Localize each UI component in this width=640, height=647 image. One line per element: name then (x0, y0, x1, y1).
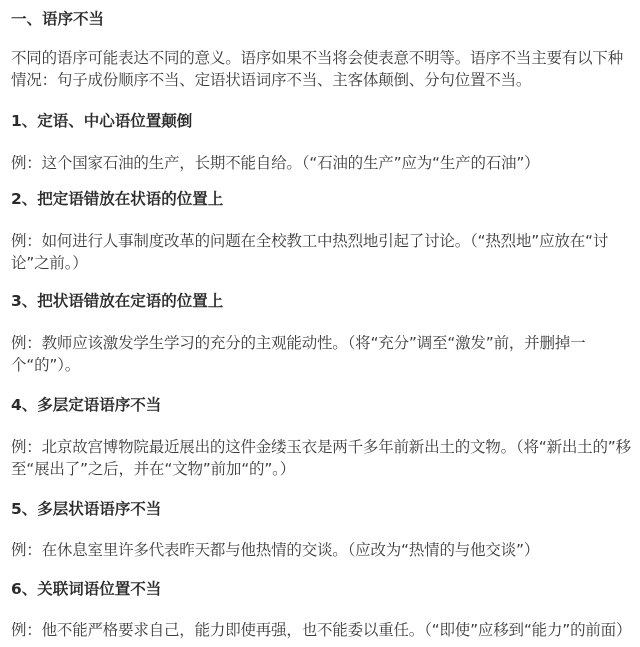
item-heading: 6、关联词语位置不当 (11, 580, 162, 598)
item-example: 例：在休息室里许多代表昨天都与他热情的交谈。（应改为“热情的与他交谈”） (11, 541, 540, 559)
item-example: 例：这个国家石油的生产，长期不能自给。（“石油的生产”应为“生产的石油”） (11, 154, 540, 172)
item-heading: 2、把定语错放在状语的位置上 (11, 190, 224, 208)
item-example: 例：北京故宫博物院最近展出的这件金缕玉衣是两千多年前新出土的文物。（将“新出土的”移至“展出了”之后，并在“文物”前加“的”。） (11, 438, 631, 478)
item-heading: 5、多层状语语序不当 (11, 500, 162, 518)
item-heading: 1、定语、中心语位置颠倒 (11, 112, 193, 130)
item-heading: 4、多层定语语序不当 (11, 396, 162, 414)
item-example: 例：如何进行人事制度改革的问题在全校教工中热烈地引起了讨论。（“热烈地”应放在“讨论”之前。） (11, 232, 609, 272)
item-example: 例：教师应该激发学生学习的充分的主观能动性。（将“充分”调至“激发”前，并删掉一个“的”）。 (11, 334, 586, 374)
section-title: 一、语序不当 (11, 10, 105, 28)
item-example: 例：他不能严格要求自己，能力即使再强，也不能委以重任。（“即使”应移到“能力”的前面） (11, 621, 632, 639)
item-heading: 3、把状语错放在定语的位置上 (11, 292, 224, 310)
intro-paragraph: 不同的语序可能表达不同的意义。语序如果不当将会使表意不明等。语序不当主要有以下种情况：句子成份顺序不当、定语状语词序不当、主客体颠倒、分句位置不当。 (11, 49, 624, 89)
